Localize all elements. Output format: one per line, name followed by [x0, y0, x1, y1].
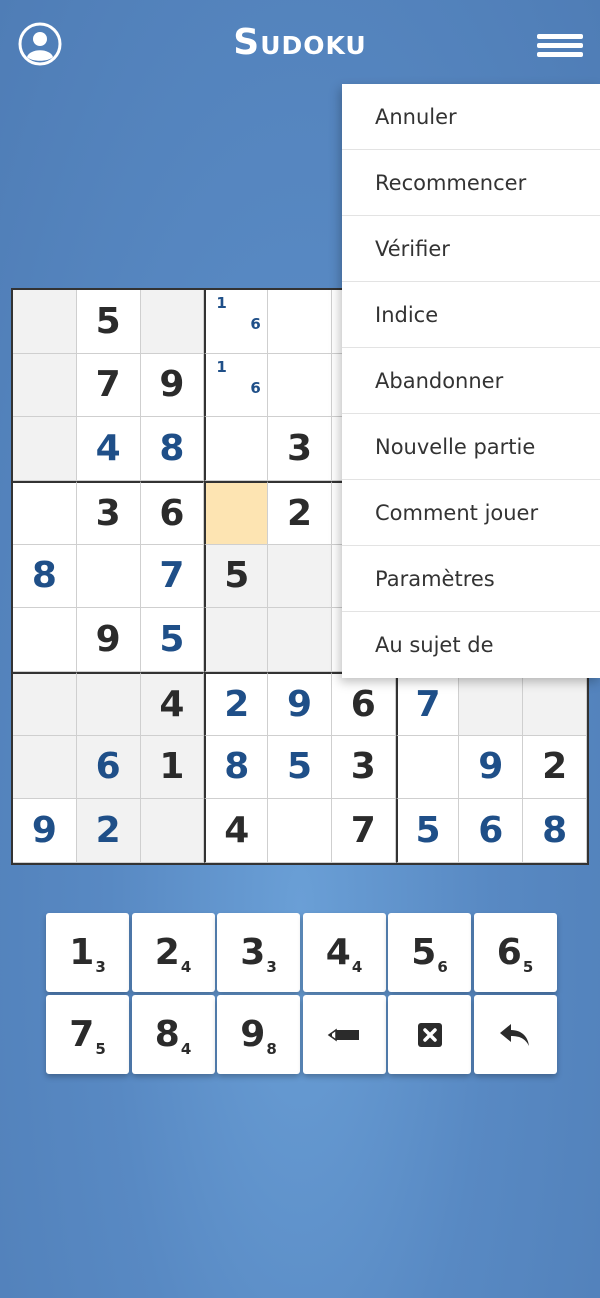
- pencil-note: 1: [216, 294, 227, 312]
- board-cell[interactable]: [268, 354, 332, 418]
- board-cell[interactable]: 7: [141, 545, 205, 609]
- board-cell[interactable]: 9: [77, 608, 141, 672]
- number-key-3[interactable]: [217, 913, 300, 992]
- board-cell[interactable]: 8: [141, 417, 205, 481]
- key-digit: 4: [325, 932, 351, 973]
- board-cell[interactable]: 7: [77, 354, 141, 418]
- menu-item[interactable]: Au sujet de: [375, 633, 494, 657]
- key-remaining-count: 3: [266, 957, 277, 976]
- board-cell[interactable]: [141, 290, 205, 354]
- board-cell[interactable]: 8: [523, 799, 587, 863]
- board-cell[interactable]: 9: [13, 799, 77, 863]
- board-cell[interactable]: 4: [77, 417, 141, 481]
- board-cell[interactable]: 9: [459, 736, 523, 800]
- number-key-4[interactable]: [303, 913, 386, 992]
- board-cell[interactable]: 2: [204, 672, 268, 736]
- board-cell[interactable]: 4: [204, 799, 268, 863]
- board-cell[interactable]: 5: [396, 799, 460, 863]
- board-cell[interactable]: 5: [141, 608, 205, 672]
- hamburger-icon[interactable]: [537, 34, 583, 58]
- key-remaining-count: 3: [95, 957, 106, 976]
- board-cell[interactable]: 5: [77, 290, 141, 354]
- pencil-note: 1: [216, 357, 227, 376]
- board-cell[interactable]: [268, 799, 332, 863]
- menu-item[interactable]: Annuler: [342, 84, 600, 150]
- key-digit: 2: [154, 932, 180, 973]
- key-remaining-count: 4: [180, 957, 192, 976]
- pencil-note: 6: [250, 378, 261, 397]
- board-cell[interactable]: [204, 608, 268, 672]
- menu-item[interactable]: Paramètres: [342, 546, 600, 612]
- board-cell[interactable]: 9: [141, 354, 205, 418]
- key-remaining-count: 5: [522, 957, 534, 976]
- number-key-1[interactable]: [46, 913, 129, 992]
- board-cell[interactable]: [77, 545, 141, 609]
- undo-icon: [499, 1022, 531, 1048]
- board-cell[interactable]: [77, 672, 141, 736]
- key-digit: 7: [69, 1014, 95, 1055]
- key-remaining-count: 4: [351, 957, 363, 976]
- board-cell[interactable]: 3: [268, 417, 332, 481]
- board-cell[interactable]: [204, 290, 268, 354]
- key-digit: 6: [496, 932, 522, 973]
- key-digit: 5: [411, 932, 437, 973]
- key-remaining-count: 8: [266, 1039, 277, 1058]
- board-cell[interactable]: [13, 481, 77, 545]
- board-cell[interactable]: [459, 672, 523, 736]
- board-cell[interactable]: [396, 736, 460, 800]
- erase-icon: [417, 1022, 443, 1048]
- menu-item[interactable]: Vérifier: [342, 216, 600, 282]
- board-cell[interactable]: 3: [77, 481, 141, 545]
- board-cell[interactable]: 6: [332, 672, 396, 736]
- board-cell[interactable]: 2: [77, 799, 141, 863]
- number-key-6[interactable]: [474, 913, 557, 992]
- board-cell[interactable]: [268, 545, 332, 609]
- board-cell[interactable]: 7: [332, 799, 396, 863]
- board-cell[interactable]: 2: [268, 481, 332, 545]
- pencil-button[interactable]: [303, 995, 386, 1074]
- dropdown-menu: [342, 84, 600, 678]
- board-cell[interactable]: 2: [523, 736, 587, 800]
- board-cell[interactable]: 8: [204, 736, 268, 800]
- board-cell[interactable]: 4: [141, 672, 205, 736]
- menu-item[interactable]: Abandonner: [342, 348, 600, 414]
- number-key-9[interactable]: [217, 995, 300, 1074]
- board-cell[interactable]: 1: [141, 736, 205, 800]
- key-digit: 8: [154, 1014, 180, 1055]
- menu-item[interactable]: Indice: [342, 282, 600, 348]
- board-cell[interactable]: [268, 290, 332, 354]
- header: [0, 0, 600, 92]
- pencil-note: 6: [250, 315, 261, 333]
- board-cell[interactable]: [204, 481, 268, 545]
- board-cell[interactable]: 5: [204, 545, 268, 609]
- key-digit: 3: [240, 932, 266, 973]
- number-key-5[interactable]: [388, 913, 471, 992]
- board-cell[interactable]: 8: [13, 545, 77, 609]
- number-key-7[interactable]: [46, 995, 129, 1074]
- erase-button[interactable]: [388, 995, 471, 1074]
- number-keypad: [46, 913, 554, 1074]
- board-cell[interactable]: [13, 354, 77, 418]
- board-cell[interactable]: [204, 354, 268, 418]
- board-cell[interactable]: 3: [332, 736, 396, 800]
- board-cell[interactable]: [268, 608, 332, 672]
- board-cell[interactable]: 7: [396, 672, 460, 736]
- app-title: Sudoku: [233, 22, 367, 63]
- board-cell[interactable]: [13, 417, 77, 481]
- board-cell[interactable]: [13, 672, 77, 736]
- undo-button[interactable]: [474, 995, 557, 1074]
- board-cell[interactable]: 5: [268, 736, 332, 800]
- key-remaining-count: 6: [437, 957, 448, 976]
- board-cell[interactable]: [13, 608, 77, 672]
- board-cell[interactable]: 6: [141, 481, 205, 545]
- board-cell[interactable]: 9: [268, 672, 332, 736]
- board-cell[interactable]: [523, 672, 587, 736]
- menu-item[interactable]: Recommencer: [342, 150, 600, 216]
- board-cell[interactable]: [141, 799, 205, 863]
- number-key-2[interactable]: [132, 913, 215, 992]
- key-digit: 9: [240, 1014, 266, 1055]
- menu-item[interactable]: Comment jouer: [342, 480, 600, 546]
- board-cell[interactable]: [204, 417, 268, 481]
- board-cell[interactable]: [13, 736, 77, 800]
- pencil-icon: [327, 1028, 361, 1042]
- board-cell[interactable]: [13, 290, 77, 354]
- board-cell[interactable]: 6: [459, 799, 523, 863]
- board-cell[interactable]: 6: [77, 736, 141, 800]
- key-digit: 1: [69, 932, 95, 973]
- number-key-8[interactable]: [132, 995, 215, 1074]
- menu-item[interactable]: Nouvelle partie: [342, 414, 600, 480]
- key-remaining-count: 4: [180, 1039, 192, 1058]
- key-remaining-count: 5: [95, 1039, 106, 1058]
